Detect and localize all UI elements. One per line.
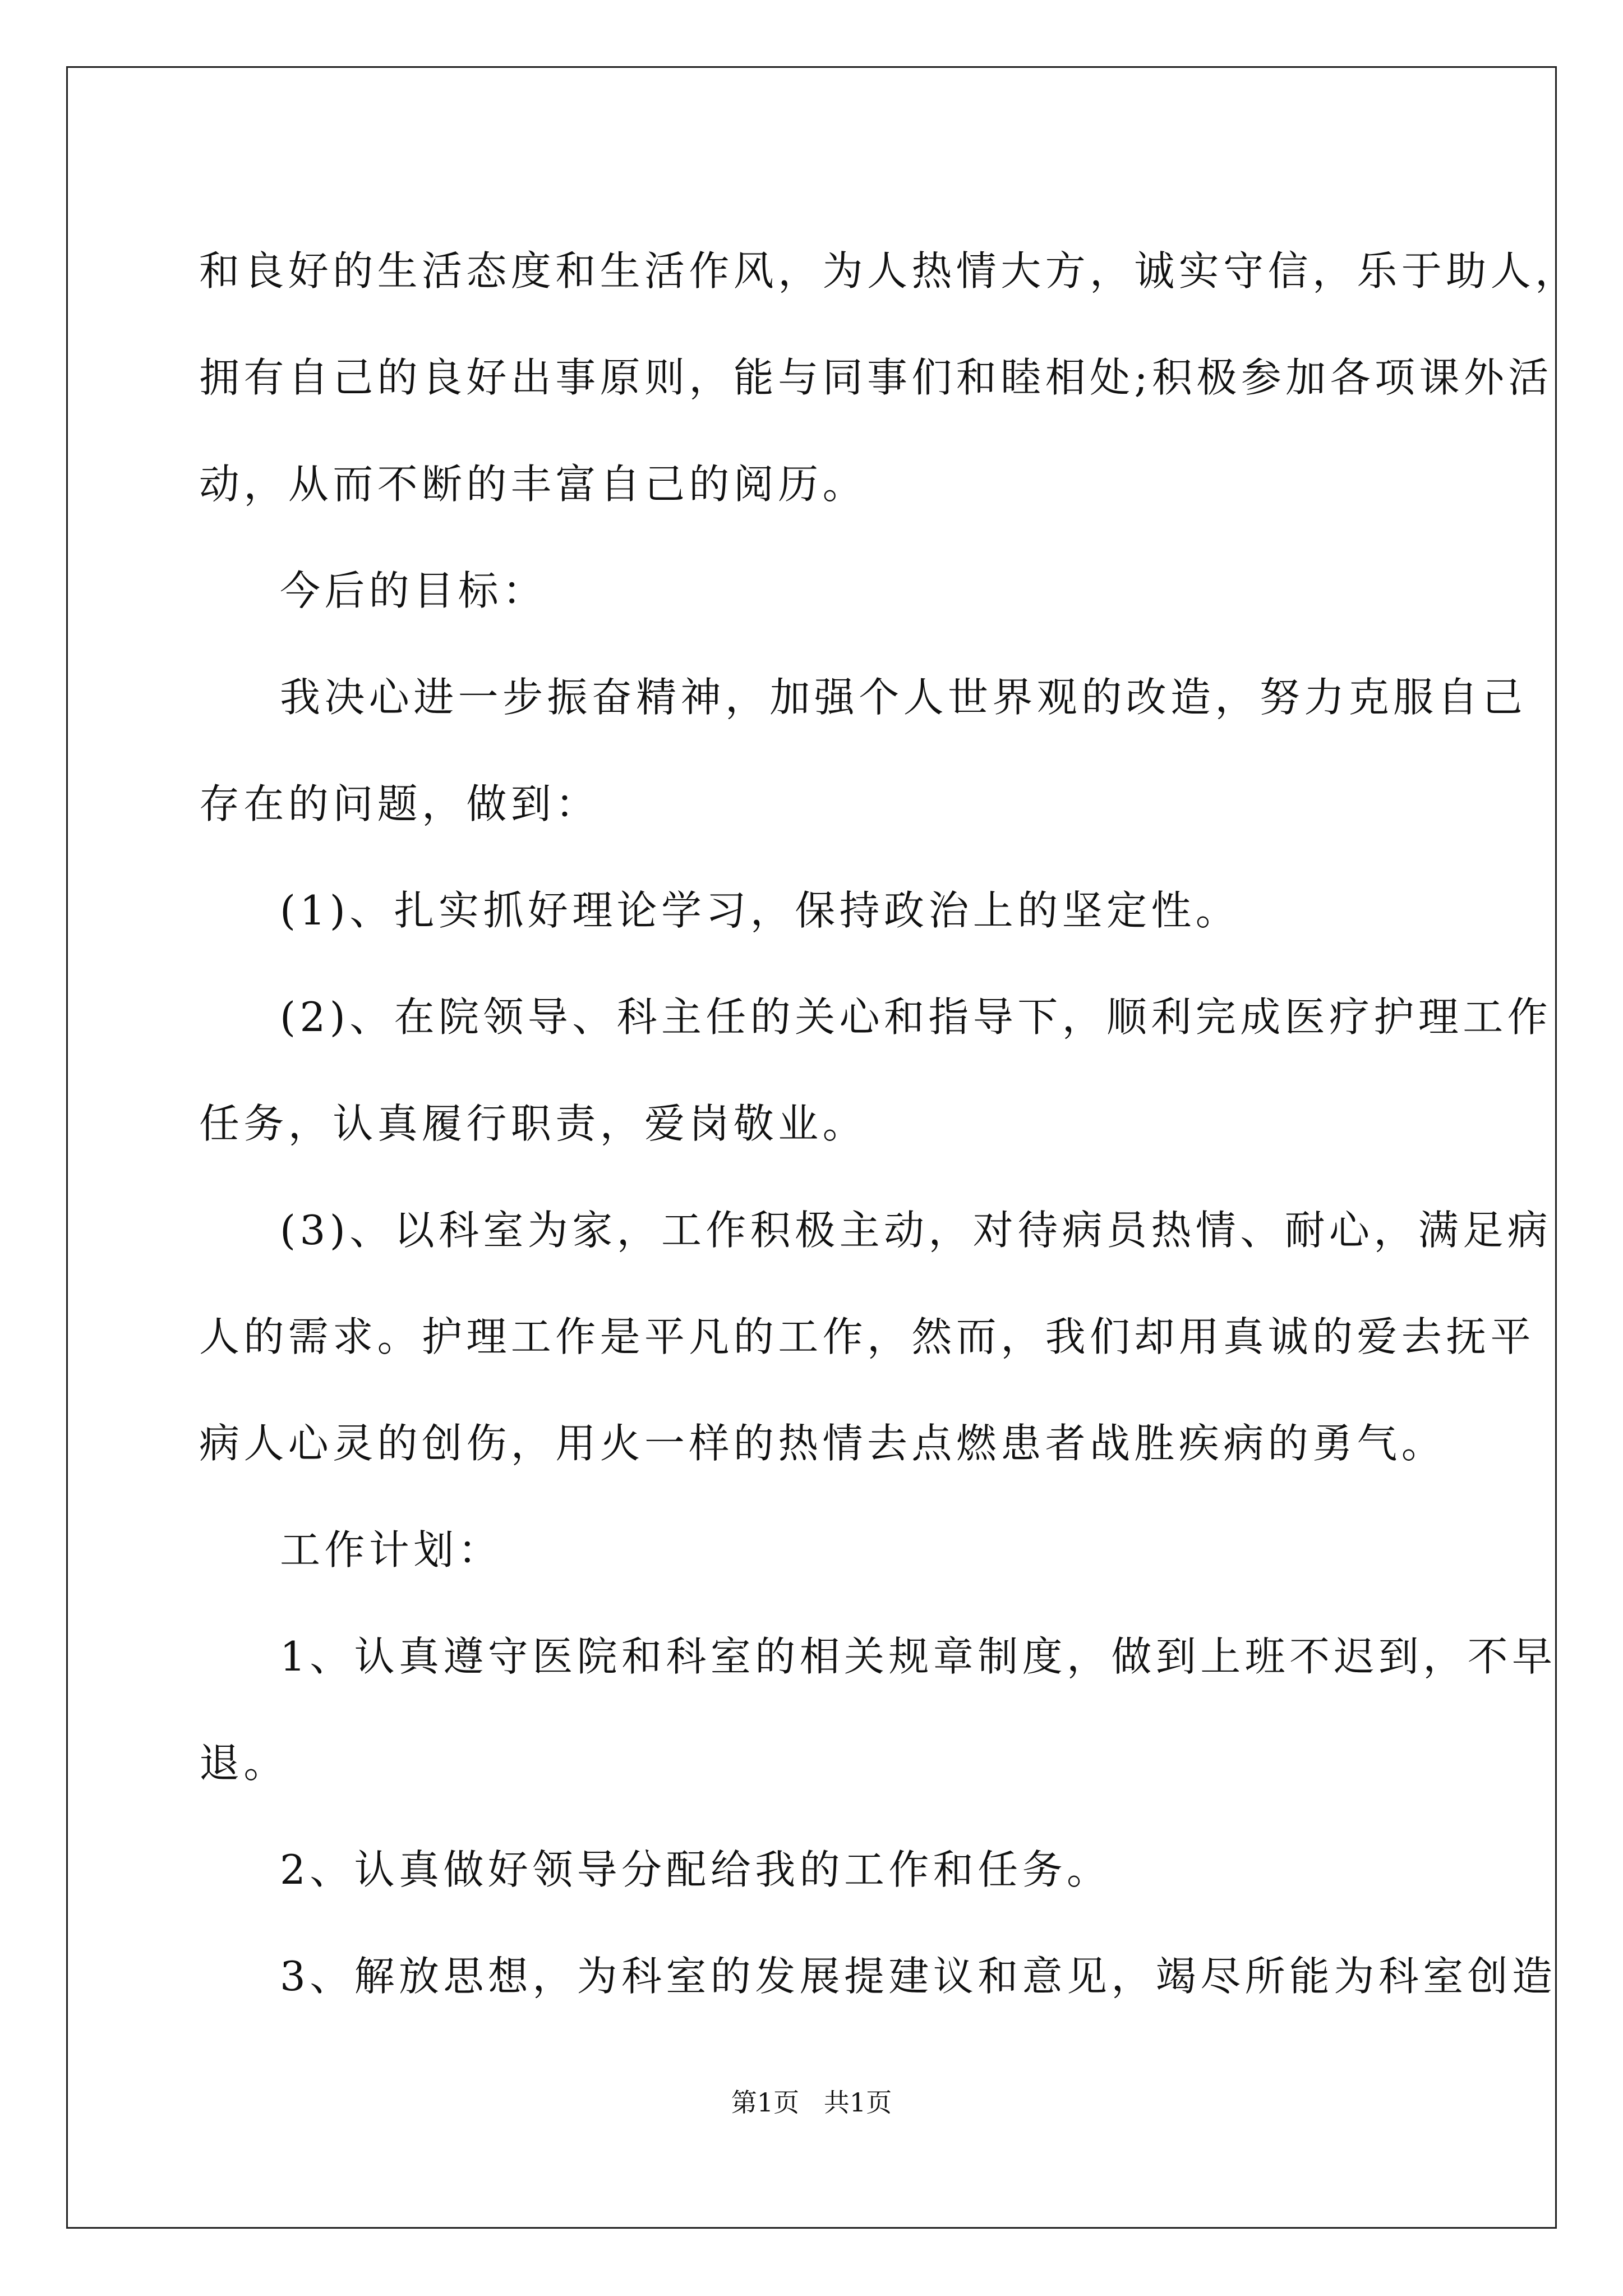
text-line: 和良好的生活态度和生活作风，为人热情大方，诚实守信，乐于助人， bbox=[199, 247, 1580, 295]
document-body bbox=[199, 218, 1580, 2030]
text-line: 任务，认真履行职责，爱岗敬业。 bbox=[199, 1100, 868, 1147]
list-item: (1)、扎实抓好理论学习，保持政治上的坚定性。 bbox=[280, 887, 1241, 934]
text-line: 存在的问题，做到： bbox=[199, 780, 600, 827]
list-item: 1、认真遵守医院和科室的相关规章制度，做到上班不迟到，不早 bbox=[280, 1633, 1557, 1680]
text-line: 人的需求。护理工作是平凡的工作，然而，我们却用真诚的爱去抚平 bbox=[199, 1313, 1536, 1360]
text-line: 动，从而不断的丰富自己的阅历。 bbox=[199, 461, 868, 508]
list-item: (2)、在院领导、科主任的关心和指导下，顺利完成医疗护理工作 bbox=[280, 993, 1552, 1041]
section-heading-plan: 工作计划： bbox=[280, 1526, 503, 1573]
page-number-footer: 第1页 共1页 bbox=[731, 2087, 892, 2118]
text-line: 病人心灵的创伤，用火一样的热情去点燃患者战胜疾病的勇气。 bbox=[199, 1420, 1446, 1467]
text-line: 拥有自己的良好出事原则，能与同事们和睦相处;积极参加各项课外活 bbox=[199, 354, 1553, 401]
list-item: (3)、以科室为家，工作积极主动，对待病员热情、耐心，满足病 bbox=[280, 1207, 1552, 1254]
text-line: 我决心进一步振奋精神，加强个人世界观的改造，努力克服自己 bbox=[280, 674, 1527, 721]
list-item: 3、解放思想，为科室的发展提建议和意见，竭尽所能为科室创造 bbox=[280, 1953, 1557, 2000]
text-line: 退。 bbox=[199, 1740, 288, 1787]
list-item: 2、认真做好领导分配给我的工作和任务。 bbox=[280, 1846, 1112, 1893]
section-heading-goals: 今后的目标： bbox=[280, 567, 547, 614]
